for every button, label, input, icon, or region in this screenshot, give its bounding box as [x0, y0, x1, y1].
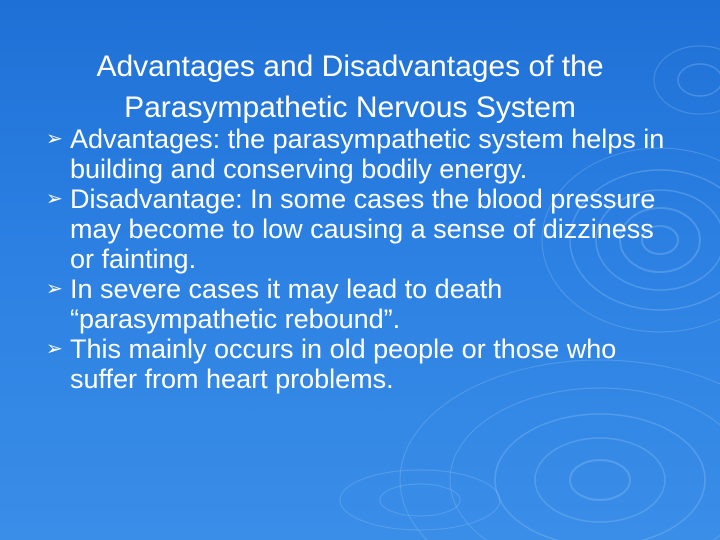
- bullet-list: [44, 124, 684, 394]
- arrowhead-bullet-icon: ➢: [46, 128, 63, 150]
- bullet-text: This mainly occurs in old people or those who suffer from heart problems.: [70, 334, 617, 394]
- bullet-item-advantages: [44, 124, 684, 184]
- arrowhead-bullet-icon: ➢: [46, 338, 63, 360]
- arrowhead-bullet-icon: ➢: [46, 188, 63, 210]
- arrowhead-bullet-icon: ➢: [46, 278, 63, 300]
- slide-title: [20, 46, 680, 128]
- bullet-text: In severe cases it may lead to death “parasympathetic rebound”.: [70, 274, 503, 334]
- bullet-item-disadvantage: [44, 184, 684, 274]
- slide-title-line-2: Parasympathetic Nervous System: [124, 91, 576, 125]
- bullet-text: Advantages: the parasympathetic system helps in building and conserving bodily energy.: [70, 124, 665, 184]
- bullet-text: Disadvantage: In some cases the blood pressure may become to low causing a sense of dizziness or fainting.: [70, 184, 656, 274]
- bullet-item-occurrence: [44, 334, 684, 394]
- bullet-item-severe-cases: [44, 274, 684, 334]
- slide-title-line-1: Advantages and Disadvantages of the: [96, 50, 604, 84]
